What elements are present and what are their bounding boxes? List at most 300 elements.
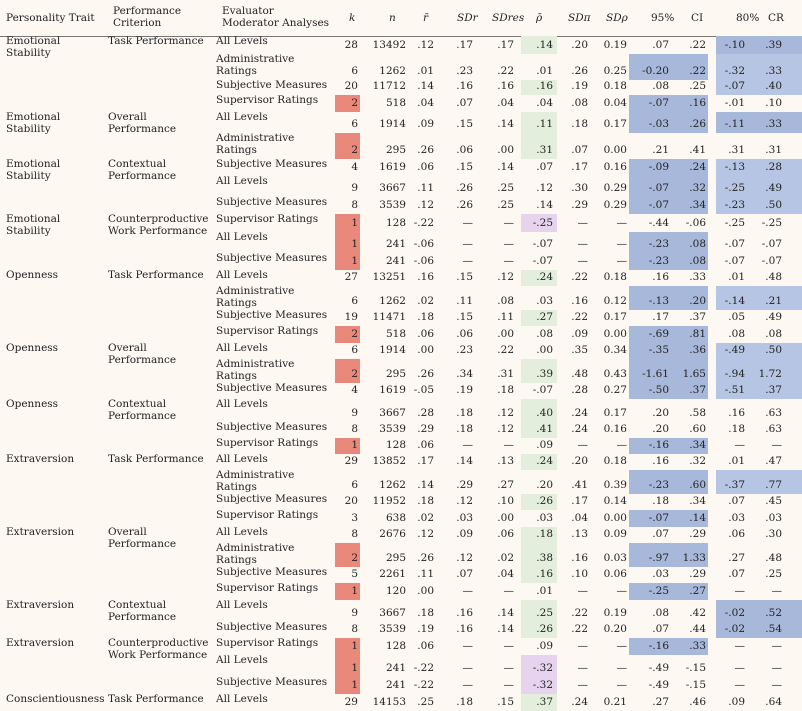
cell-sdres: .25	[497, 199, 514, 211]
cell-n: 295	[385, 368, 406, 380]
cell-k: 8	[351, 423, 358, 435]
cell-sdp: —	[616, 679, 627, 691]
cell-analyses: Administrative Ratings	[216, 469, 295, 493]
cell-sdpi: .19	[571, 80, 588, 92]
cell-cru: .47	[765, 455, 782, 467]
cell-sdp: 0.12	[603, 295, 627, 307]
cell-ciu: .34	[689, 199, 706, 211]
cell-criterion: Counterproductive Work Performance	[108, 213, 209, 237]
cell-cru: —	[771, 585, 782, 597]
cell-sdr: .15	[456, 161, 473, 173]
cell-sdpi: .24	[571, 423, 588, 435]
cell-r: .06	[417, 640, 434, 652]
cell-sdp: —	[616, 662, 627, 674]
cell-crl: .09	[728, 696, 745, 708]
cell-sdres: —	[503, 217, 514, 229]
table-row	[0, 583, 802, 600]
cell-cil: -.03	[648, 118, 669, 130]
cell-sdpi: .22	[571, 607, 588, 619]
cell-analyses: All Levels	[216, 654, 268, 666]
cell-sdpi: —	[577, 640, 588, 652]
cell-cru: -.25	[761, 217, 782, 229]
cell-sdr: .19	[456, 384, 473, 396]
cell-r: .11	[417, 568, 434, 580]
cell-crl: .01	[728, 455, 745, 467]
cell-sdp: 0.00	[603, 144, 627, 156]
cell-rho: -.25	[532, 217, 553, 229]
cell-rho: -.07	[532, 384, 553, 396]
cell-sdp: 0.20	[603, 623, 627, 635]
cell-sdpi: .29	[571, 199, 588, 211]
cell-r: .00	[417, 344, 434, 356]
cell-n: 241	[385, 255, 406, 267]
cell-sdres: —	[503, 679, 514, 691]
cell-sdp: 0.34	[603, 344, 627, 356]
cell-ciu: .37	[689, 311, 706, 323]
cell-trait: Openness	[6, 398, 59, 410]
cell-n: 1262	[379, 65, 406, 77]
cell-rho: .31	[536, 144, 553, 156]
cell-sdpi: .18	[571, 118, 588, 130]
cell-rho: .03	[536, 295, 553, 307]
cell-cru: —	[771, 662, 782, 674]
cell-crl: -.37	[724, 479, 745, 491]
cell-sdr: .18	[456, 696, 473, 708]
cell-k: 29	[344, 455, 358, 467]
cell-ciu: .32	[689, 182, 706, 194]
table-row	[0, 95, 802, 112]
cell-ciu: .33	[689, 271, 706, 283]
cell-sdres: .12	[497, 423, 514, 435]
cell-sdp: —	[616, 585, 627, 597]
cell-sdres: .00	[497, 512, 514, 524]
cell-k: 20	[344, 80, 358, 92]
cell-ciu: .22	[689, 39, 706, 51]
cell-criterion: Counterproductive Work Performance	[108, 637, 209, 661]
cell-n: 1914	[379, 118, 406, 130]
cell-ciu: .29	[689, 528, 706, 540]
cell-cru: .48	[765, 552, 782, 564]
cell-sdr: .09	[456, 528, 473, 540]
header-sdpi: SDπ	[568, 12, 591, 24]
cell-n: 11952	[372, 495, 406, 507]
cell-analyses: Subjective Measures	[216, 493, 328, 505]
cell-k: 6	[351, 295, 358, 307]
table-row	[0, 470, 802, 494]
cell-trait: Emotional Stability	[6, 35, 61, 59]
table-row	[0, 399, 802, 422]
cell-r: .18	[417, 607, 434, 619]
cell-criterion: Contextual Performance	[108, 158, 177, 182]
cell-cru: .39	[765, 39, 782, 51]
cell-ciu: .41	[689, 144, 706, 156]
cell-k: 9	[351, 607, 358, 619]
table-row	[0, 359, 802, 383]
cell-crl: -.94	[724, 368, 745, 380]
cell-sdr: .18	[456, 407, 473, 419]
cell-sdpi: .35	[571, 344, 588, 356]
cell-ciu: .81	[689, 328, 706, 340]
cell-sdp: —	[616, 217, 627, 229]
cell-rho: .16	[536, 568, 553, 580]
cell-n: 241	[385, 238, 406, 250]
cell-sdr: —	[462, 439, 473, 451]
cell-analyses: Subjective Measures	[216, 309, 328, 321]
cell-sdr: .17	[456, 39, 473, 51]
cell-n: 518	[385, 97, 406, 109]
cell-r: .00	[417, 585, 434, 597]
cell-cil: -.25	[648, 585, 669, 597]
cell-sdpi: —	[577, 679, 588, 691]
cell-sdr: .29	[456, 479, 473, 491]
table-row	[0, 133, 802, 159]
cell-n: 3539	[379, 199, 406, 211]
cell-r: .25	[417, 696, 434, 708]
table-row	[0, 526, 802, 550]
cell-k: 2	[351, 552, 358, 564]
cell-cru: —	[771, 640, 782, 652]
cell-sdr: .16	[456, 607, 473, 619]
cell-n: 120	[385, 585, 406, 597]
cell-cil: -.49	[648, 679, 669, 691]
cell-r: .14	[417, 479, 434, 491]
cell-k: 1	[351, 640, 358, 652]
cell-cil: -.23	[648, 238, 669, 250]
cell-cil: -.09	[648, 161, 669, 173]
cell-ciu: .60	[689, 479, 706, 491]
cell-ciu: .44	[689, 623, 706, 635]
cell-cil: -.50	[648, 384, 669, 396]
cell-n: 128	[385, 439, 406, 451]
cell-trait: Extraversion	[6, 599, 75, 611]
table-row	[0, 622, 802, 638]
cell-sdres: .12	[497, 271, 514, 283]
cell-sdpi: .24	[571, 696, 588, 708]
cell-ciu: .42	[689, 607, 706, 619]
cell-cru: .37	[765, 384, 782, 396]
cell-n: 1619	[379, 161, 406, 173]
cell-n: 3539	[379, 423, 406, 435]
cell-sdp: 0.04	[603, 97, 627, 109]
cell-crl: -.14	[724, 295, 745, 307]
table-row	[0, 176, 802, 197]
cell-sdpi: .30	[571, 182, 588, 194]
cell-sdpi: .20	[571, 39, 588, 51]
cell-sdp: 0.18	[603, 271, 627, 283]
cell-r: .28	[417, 407, 434, 419]
cell-sdp: 0.27	[603, 384, 627, 396]
cell-cru: -.07	[761, 238, 782, 250]
cell-cru: .08	[765, 328, 782, 340]
cell-trait: Extraversion	[6, 526, 75, 538]
cell-sdp: 0.18	[603, 455, 627, 467]
table-row	[0, 655, 802, 677]
cell-sdpi: —	[577, 255, 588, 267]
cell-sdpi: .26	[571, 65, 588, 77]
cell-sdpi: —	[577, 238, 588, 250]
cell-crl: -.51	[724, 384, 745, 396]
cell-crl: -.25	[724, 217, 745, 229]
cell-sdp: 0.21	[603, 696, 627, 708]
cell-analyses: All Levels	[216, 269, 268, 281]
cell-k: 3	[351, 512, 358, 524]
cell-cil: -.16	[648, 439, 669, 451]
cell-r: .14	[417, 80, 434, 92]
cell-analyses: All Levels	[216, 175, 268, 187]
cell-rho: .00	[536, 344, 553, 356]
cell-rho: .11	[536, 118, 553, 130]
cell-sdp: 0.43	[603, 368, 627, 380]
cell-cru: .33	[765, 65, 782, 77]
cell-trait: Extraversion	[6, 637, 75, 649]
cell-crl: -.01	[724, 97, 745, 109]
cell-cil: .08	[652, 607, 669, 619]
cell-k: 20	[344, 495, 358, 507]
cell-sdp: 0.25	[603, 65, 627, 77]
cell-sdp: 0.03	[603, 552, 627, 564]
cell-n: 241	[385, 679, 406, 691]
cell-cil: -.97	[648, 552, 669, 564]
cell-analyses: All Levels	[216, 111, 268, 123]
cell-analyses: Subjective Measures	[216, 676, 328, 688]
cell-sdres: —	[503, 439, 514, 451]
cell-sdpi: .16	[571, 295, 588, 307]
cell-trait: Extraversion	[6, 453, 75, 465]
cell-sdpi: .22	[571, 311, 588, 323]
cell-analyses: Administrative Ratings	[216, 285, 295, 309]
cell-n: 638	[385, 512, 406, 524]
cell-sdpi: .17	[571, 161, 588, 173]
cell-sdpi: .08	[571, 97, 588, 109]
cell-analyses: All Levels	[216, 398, 268, 410]
cell-ciu: .34	[689, 495, 706, 507]
table-row	[0, 422, 802, 438]
cell-cru: .52	[765, 607, 782, 619]
cell-sdp: 0.16	[603, 423, 627, 435]
cell-cru: .49	[765, 182, 782, 194]
cell-crl: -.49	[724, 344, 745, 356]
cell-n: 1262	[379, 479, 406, 491]
cell-sdr: .06	[456, 144, 473, 156]
cell-sdr: .14	[456, 455, 473, 467]
cell-ciu: -.06	[685, 217, 706, 229]
cell-crl: -.25	[724, 182, 745, 194]
cell-cru: -.07	[761, 255, 782, 267]
cell-sdres: .08	[497, 295, 514, 307]
cell-sdpi: .28	[571, 384, 588, 396]
cell-crl: -.07	[724, 80, 745, 92]
cell-rho: .37	[536, 696, 553, 708]
cell-cil: .03	[652, 568, 669, 580]
table-row	[0, 694, 802, 711]
cell-rho: .09	[536, 640, 553, 652]
header-sdr: SDr	[457, 12, 478, 24]
cell-cru: .33	[765, 118, 782, 130]
cell-r: .19	[417, 623, 434, 635]
cell-k: 9	[351, 407, 358, 419]
cell-rho: .26	[536, 623, 553, 635]
cell-r: .11	[417, 182, 434, 194]
cell-cru: .77	[765, 479, 782, 491]
header-rho: ρ̄	[536, 12, 543, 24]
cell-cru: .48	[765, 271, 782, 283]
cell-cru: .31	[765, 144, 782, 156]
cell-cru: .50	[765, 344, 782, 356]
cell-n: 295	[385, 552, 406, 564]
cell-sdp: 0.14	[603, 495, 627, 507]
cell-ciu: -.15	[685, 679, 706, 691]
cell-trait: Conscientiousness	[6, 693, 105, 705]
cell-k: 6	[351, 118, 358, 130]
cell-criterion: Task Performance	[108, 693, 204, 705]
cell-sdres: —	[503, 238, 514, 250]
cell-analyses: Subjective Measures	[216, 158, 328, 170]
cell-sdpi: .10	[571, 568, 588, 580]
cell-rho: .01	[536, 585, 553, 597]
cell-sdres: .10	[497, 495, 514, 507]
table-row	[0, 677, 802, 694]
cell-sdp: 0.09	[603, 528, 627, 540]
cell-cru: .40	[765, 80, 782, 92]
cell-sdres: .00	[497, 328, 514, 340]
cell-crl: -.07	[724, 255, 745, 267]
cell-cil: -.07	[648, 97, 669, 109]
cell-r: .17	[417, 455, 434, 467]
cell-cil: .07	[652, 623, 669, 635]
cell-analyses: Subjective Measures	[216, 382, 328, 394]
cell-rho: -.07	[532, 255, 553, 267]
cell-sdres: —	[503, 640, 514, 652]
cell-sdpi: —	[577, 662, 588, 674]
cell-k: 8	[351, 528, 358, 540]
cell-sdp: 0.06	[603, 568, 627, 580]
cell-sdres: .13	[497, 455, 514, 467]
cell-analyses: All Levels	[216, 342, 268, 354]
cell-n: 3539	[379, 623, 406, 635]
header-rbar: r̄	[423, 12, 429, 24]
cell-trait: Emotional Stability	[6, 213, 61, 237]
cell-r: -.06	[413, 238, 434, 250]
cell-cil: -.23	[648, 255, 669, 267]
cell-crl: —	[734, 439, 745, 451]
table-row	[0, 253, 802, 270]
cell-crl: .31	[728, 144, 745, 156]
table-row	[0, 494, 802, 510]
cell-n: 13251	[372, 271, 406, 283]
cell-rho: .27	[536, 311, 553, 323]
cell-rho: .39	[536, 368, 553, 380]
cell-crl: —	[734, 679, 745, 691]
cell-sdp: 0.00	[603, 328, 627, 340]
cell-criterion: Overall Performance	[108, 342, 177, 366]
cell-cil: .18	[652, 495, 669, 507]
cell-r: -.05	[413, 384, 434, 396]
cell-n: 3667	[379, 407, 406, 419]
cell-cru: .25	[765, 568, 782, 580]
cell-analyses: Administrative Ratings	[216, 132, 295, 156]
cell-sdp: 0.19	[603, 607, 627, 619]
cell-crl: -.02	[724, 623, 745, 635]
cell-analyses: Administrative Ratings	[216, 542, 295, 566]
cell-sdr: —	[462, 585, 473, 597]
cell-analyses: All Levels	[216, 693, 268, 705]
cell-cru: .63	[765, 407, 782, 419]
cell-ciu: .46	[689, 696, 706, 708]
cell-sdp: 0.00	[603, 512, 627, 524]
cell-n: 241	[385, 662, 406, 674]
cell-r: -.22	[413, 217, 434, 229]
cell-analyses: Supervisor Ratings	[216, 94, 319, 106]
cell-cil: -.07	[648, 199, 669, 211]
cell-trait: Emotional Stability	[6, 158, 61, 182]
cell-analyses: Supervisor Ratings	[216, 509, 319, 521]
cell-k: 28	[344, 39, 358, 51]
cell-crl: -.02	[724, 607, 745, 619]
cell-n: 295	[385, 144, 406, 156]
cell-crl: .18	[728, 423, 745, 435]
cell-sdpi: —	[577, 585, 588, 597]
cell-cru: .50	[765, 199, 782, 211]
cell-sdres: .02	[497, 552, 514, 564]
cell-n: 3667	[379, 607, 406, 619]
table-row	[0, 383, 802, 399]
cell-r: .12	[417, 199, 434, 211]
cell-sdres: .22	[497, 65, 514, 77]
cell-k: 4	[351, 384, 358, 396]
cell-cru: —	[771, 439, 782, 451]
cell-sdp: 0.17	[603, 407, 627, 419]
cell-k: 6	[351, 344, 358, 356]
cell-crl: —	[734, 640, 745, 652]
cell-r: .18	[417, 311, 434, 323]
cell-rho: .08	[536, 328, 553, 340]
cell-k: 5	[351, 568, 358, 580]
cell-ciu: -.15	[685, 662, 706, 674]
cell-n: 13492	[372, 39, 406, 51]
cell-cru: .54	[765, 623, 782, 635]
cell-k: 1	[351, 585, 358, 597]
cell-crl: .07	[728, 568, 745, 580]
header-cr: CR	[768, 12, 784, 24]
cell-crl: —	[734, 662, 745, 674]
cell-sdres: .17	[497, 39, 514, 51]
cell-rho: .40	[536, 407, 553, 419]
cell-crl: —	[734, 585, 745, 597]
cell-cil: -.07	[648, 512, 669, 524]
table-row	[0, 286, 802, 310]
cell-rho: .20	[536, 479, 553, 491]
cell-sdpi: .22	[571, 623, 588, 635]
cell-cil: -0.20	[642, 65, 669, 77]
cell-r: -.22	[413, 662, 434, 674]
cell-sdpi: .22	[571, 271, 588, 283]
cell-sdres: .14	[497, 607, 514, 619]
cell-r: .06	[417, 439, 434, 451]
cell-n: 14153	[372, 696, 406, 708]
table-row	[0, 454, 802, 470]
cell-n: 3667	[379, 182, 406, 194]
cell-sdres: .25	[497, 182, 514, 194]
cell-n: 128	[385, 640, 406, 652]
cell-crl: .03	[728, 512, 745, 524]
cell-sdres: .04	[497, 97, 514, 109]
cell-k: 1	[351, 679, 358, 691]
header-sdres: SDres	[492, 12, 525, 24]
cell-sdpi: .04	[571, 512, 588, 524]
cell-sdpi: —	[577, 439, 588, 451]
cell-sdres: .16	[497, 80, 514, 92]
cell-rho: .18	[536, 528, 553, 540]
